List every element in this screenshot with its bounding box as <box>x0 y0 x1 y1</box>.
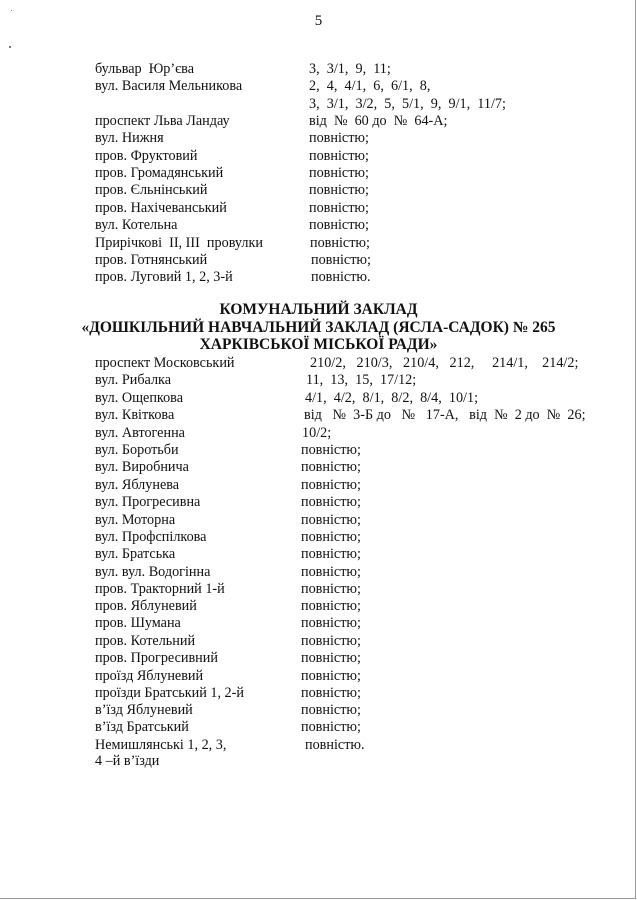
house-numbers: повністю; <box>301 633 361 649</box>
house-numbers: повністю; <box>309 182 369 198</box>
institution-title-line3: ХАРКІВСЬКОЇ МІСЬКОЇ РАДИ» <box>199 336 438 353</box>
address-row <box>0 718 637 736</box>
street-name: вул. Моторна <box>95 512 176 528</box>
address-row <box>0 684 637 702</box>
house-numbers: повністю; <box>309 165 369 181</box>
street-name: проїзди Братський 1, 2-й <box>95 685 244 701</box>
house-numbers: повністю; <box>301 685 361 701</box>
house-numbers: повністю; <box>301 702 361 718</box>
house-numbers: повністю; <box>301 719 361 735</box>
street-name: бульвар Юр’єва <box>95 61 194 77</box>
house-numbers: повністю; <box>301 598 361 614</box>
street-name: вул. Прогресивна <box>95 494 201 510</box>
address-row <box>0 164 637 182</box>
street-name: вул. Рибалка <box>95 372 172 388</box>
institution-title-line1: КОМУНАЛЬНИЙ ЗАКЛАД <box>219 301 418 318</box>
street-name: пров. Тракторний 1-й <box>95 581 225 597</box>
house-numbers: від № 60 до № 64-А; <box>309 113 448 129</box>
house-numbers: 11, 13, 15, 17/12; <box>306 372 417 388</box>
street-name: пров. Нахічеванський <box>95 200 227 216</box>
street-name: пров. Яблуневий <box>95 598 197 614</box>
house-numbers: повністю; <box>301 529 361 545</box>
address-row <box>0 216 637 234</box>
address-row <box>0 667 637 685</box>
address-row <box>0 234 637 252</box>
address-row <box>0 614 637 632</box>
address-row <box>0 112 637 130</box>
house-numbers: 2, 4, 4/1, 6, 6/1, 8, <box>309 78 431 94</box>
house-numbers: від № 3-Б до № 17-А, від № 2 до № 26; <box>304 407 586 423</box>
address-row <box>0 632 637 650</box>
street-name: пров. Котельний <box>95 633 196 649</box>
street-name: пров. Громадянський <box>95 165 224 181</box>
address-row <box>0 545 637 563</box>
house-numbers: повністю; <box>309 130 369 146</box>
address-row <box>0 268 637 286</box>
street-name: проспект Льва Ландау <box>95 113 230 129</box>
house-numbers: повністю; <box>301 581 361 597</box>
street-name: пров. Готнянський <box>95 252 208 268</box>
street-name: Немишлянські 1, 2, 3, <box>95 737 227 753</box>
address-row <box>0 354 637 372</box>
house-numbers: повністю; <box>301 668 361 684</box>
house-numbers: повністю; <box>301 615 361 631</box>
address-row <box>0 77 637 95</box>
street-name: вул. Виробнича <box>95 459 189 475</box>
street-name: пров. Прогресивний <box>95 650 218 666</box>
address-row <box>0 563 637 581</box>
street-name: проїзд Яблуневий <box>95 668 204 684</box>
address-row <box>0 597 637 615</box>
street-name: в’їзд Братський <box>95 719 189 735</box>
institution-title-line2: «ДОШКІЛЬНИЙ НАВЧАЛЬНИЙ ЗАКЛАД (ЯСЛА-САДОК) № 265 <box>81 319 556 336</box>
street-name: вул. вул. Водогінна <box>95 564 211 580</box>
street-name: вул. Котельна <box>95 217 178 233</box>
address-row <box>0 476 637 494</box>
address-row <box>0 528 637 546</box>
street-name: пров. Луговий 1, 2, 3-й <box>95 269 233 285</box>
house-numbers: повністю; <box>301 477 361 493</box>
page-number: 5 <box>314 13 323 29</box>
address-row <box>0 95 637 113</box>
house-numbers: повністю; <box>309 200 369 216</box>
address-row <box>0 649 637 667</box>
house-numbers: 3, 3/1, 3/2, 5, 5/1, 9, 9/1, 11/7; <box>309 96 506 112</box>
street-name: вул. Нижня <box>95 130 164 146</box>
house-numbers: повністю; <box>309 148 369 164</box>
house-numbers: повністю; <box>301 494 361 510</box>
address-row <box>0 458 637 476</box>
street-name: Приpічкові ІІ, ІІІ провулки <box>95 235 263 251</box>
house-numbers: повністю; <box>310 235 370 251</box>
street-name: вул. Братська <box>95 546 176 562</box>
street-name: вул. Автогенна <box>95 425 185 441</box>
street-name: вул. Боротьби <box>95 442 179 458</box>
house-numbers: повністю; <box>311 252 371 268</box>
house-numbers: повністю; <box>301 459 361 475</box>
house-numbers: 4/1, 4/2, 8/1, 8/2, 8/4, 10/1; <box>305 390 479 406</box>
address-row <box>0 251 637 269</box>
address-row <box>0 60 637 78</box>
address-row <box>0 129 637 147</box>
street-name: пров. Єльнінський <box>95 182 208 198</box>
street-name: пров. Шумана <box>95 615 181 631</box>
address-row <box>0 147 637 165</box>
street-name: вул. Квіткова <box>95 407 175 423</box>
house-numbers: повністю; <box>309 217 369 233</box>
house-numbers: 3, 3/1, 9, 11; <box>309 61 391 77</box>
address-row <box>0 389 637 407</box>
address-row <box>0 371 637 389</box>
address-row <box>0 199 637 217</box>
street-name: 4 –й в’їзди <box>95 753 160 769</box>
street-name: пров. Фруктовий <box>95 148 198 164</box>
address-row <box>0 580 637 598</box>
street-name: вул. Профспілкова <box>95 529 207 545</box>
street-name: вул. Ощепкова <box>95 390 183 406</box>
address-row <box>0 441 637 459</box>
address-row <box>0 511 637 529</box>
house-numbers: повністю; <box>301 564 361 580</box>
house-numbers: 210/2, 210/3, 210/4, 212, 214/1, 214/2; <box>310 355 579 371</box>
street-name: проспект Московський <box>95 355 235 371</box>
street-name: в’їзд Яблуневий <box>95 702 193 718</box>
house-numbers: повністю; <box>301 442 361 458</box>
address-row <box>0 701 637 719</box>
house-numbers: повністю; <box>301 512 361 528</box>
house-numbers: повністю; <box>301 650 361 666</box>
address-row <box>0 181 637 199</box>
house-numbers: 10/2; <box>302 425 332 441</box>
address-row <box>0 752 637 770</box>
house-numbers: повністю. <box>305 737 365 753</box>
street-name: вул. Яблунева <box>95 477 180 493</box>
house-numbers: повністю; <box>301 546 361 562</box>
address-row <box>0 424 637 442</box>
house-numbers: повністю. <box>311 269 371 285</box>
street-name: вул. Василя Мельникова <box>95 78 243 94</box>
address-row <box>0 406 637 424</box>
address-row <box>0 493 637 511</box>
